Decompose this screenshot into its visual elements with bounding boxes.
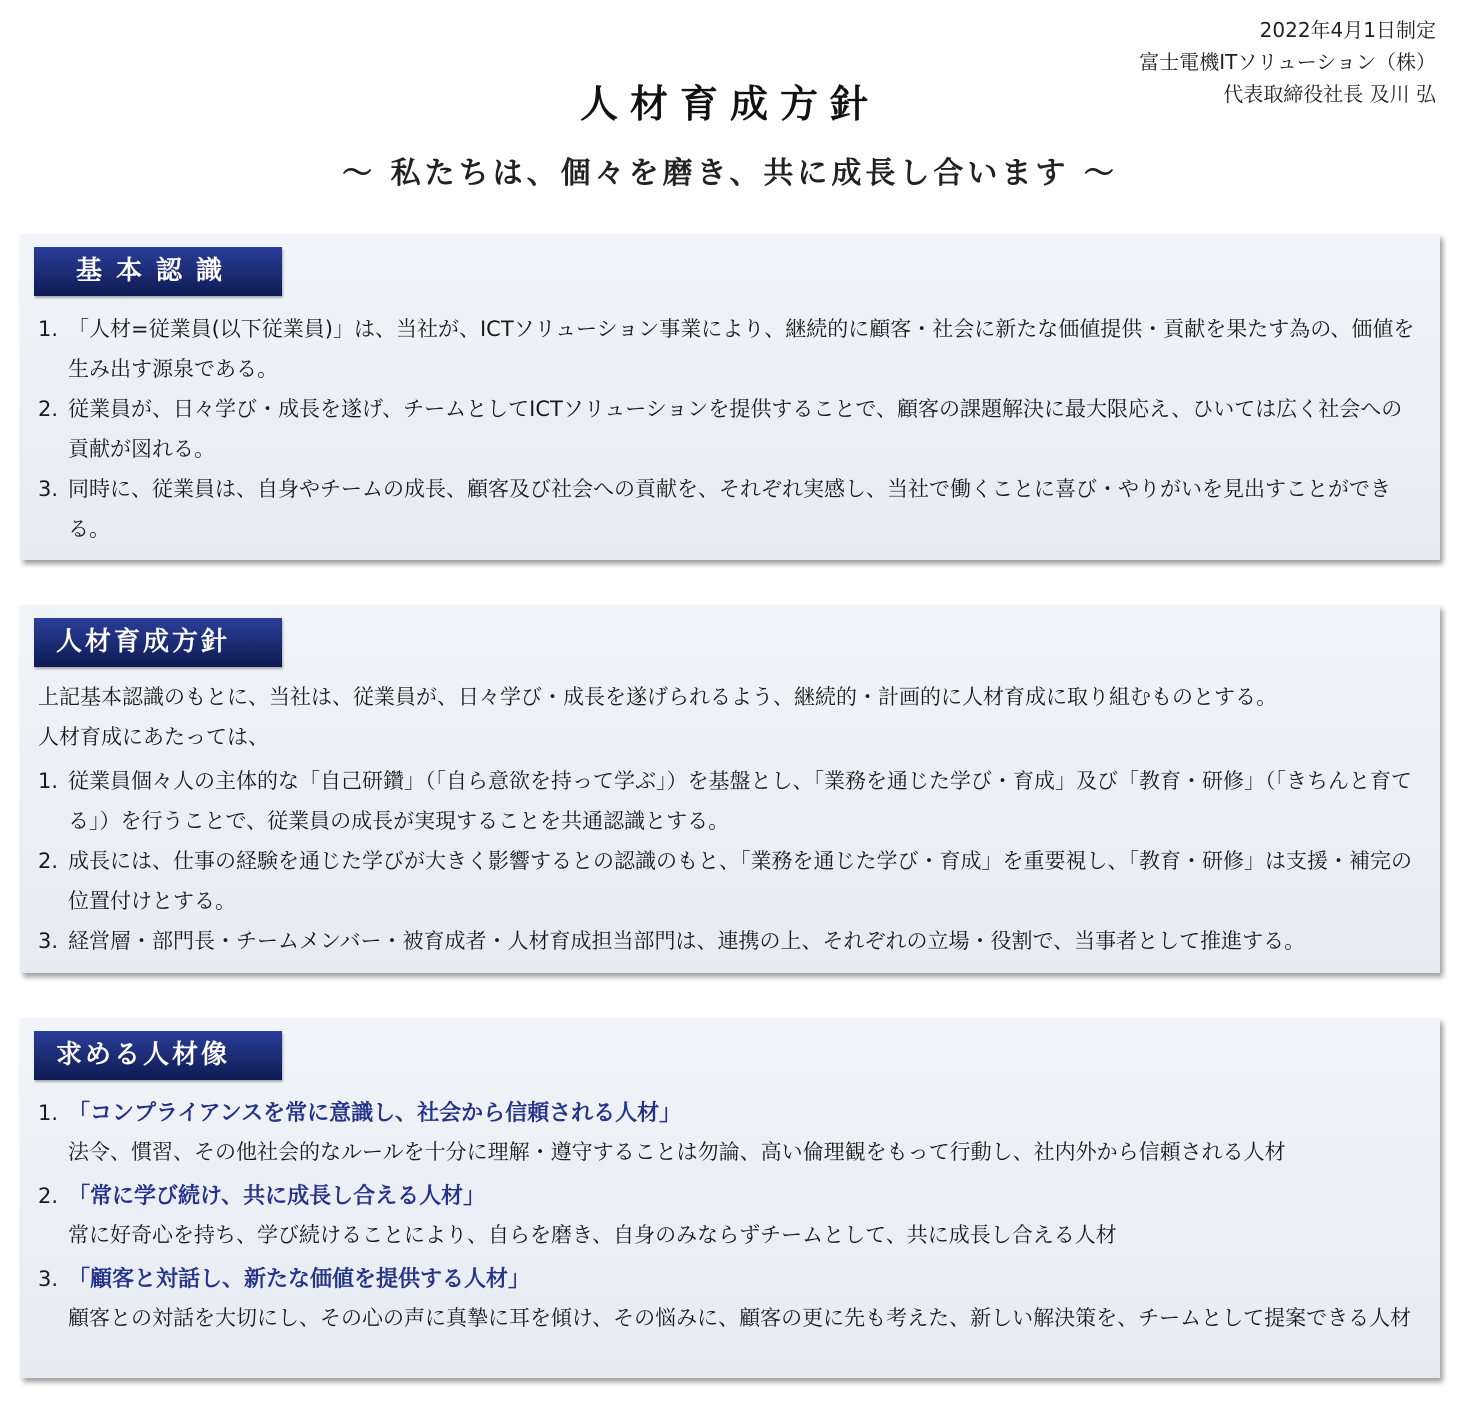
hr-policy-section: [20, 605, 1440, 973]
item-text: 従業員個々人の主体的な「自己研鑽」（「自ら意欲を持って学ぶ」）を基盤とし、「業務を通じた学び・育成」及び「教育・研修」（「きちんと育てる」）を行うことで、従業員の成長が実現することを共通認識とする。: [68, 769, 1412, 833]
talent-title: 「顧客と対話し、新たな価値を提供する人材」: [68, 1267, 531, 1292]
item-number: 3.: [38, 477, 59, 501]
basic-recognition-section: [20, 234, 1440, 560]
item-number: 3.: [38, 1267, 59, 1291]
desired-talent-list: [38, 1094, 1422, 1337]
hr-policy-list: [38, 761, 1422, 961]
list-item: [38, 841, 1422, 921]
item-number: 2.: [38, 1184, 59, 1208]
item-number: 1.: [38, 769, 59, 793]
signatory: 代表取締役社長 及川 弘: [1223, 82, 1436, 106]
list-item: [38, 1177, 1422, 1254]
talent-description: 法令、慣習、その他社会的なルールを十分に理解・遵守することは勿論、高い倫理観をもって行動し、社内外から信頼される人材: [68, 1140, 1286, 1164]
enactment-date: 2022年4月1日制定: [1259, 18, 1436, 42]
item-number: 2.: [38, 397, 59, 421]
basic-recognition-content: [38, 309, 1422, 549]
item-number: 1.: [38, 317, 59, 341]
list-item: [38, 389, 1422, 469]
talent-title: 「常に学び続け、共に成長し合える人材」: [68, 1184, 486, 1209]
item-text: 従業員が、日々学び・成長を遂げ、チームとしてICTソリューションを提供することで、顧客の課題解決に最大限応え、ひいては広く社会への貢献が図れる。: [68, 397, 1403, 461]
item-text: 「人材=従業員(以下従業員)」は、当社が、ICTソリューション事業により、継続的に顧客・社会に新たな価値提供・貢献を果たす為の、価値を生み出す源泉である。: [68, 317, 1415, 381]
section-header-basic: 基本認識: [34, 247, 282, 296]
item-text: 同時に、従業員は、自身やチームの成長、顧客及び社会への貢献を、それぞれ実感し、当社で働くことに喜び・やりがいを見出すことができる。: [68, 477, 1391, 541]
section-header-profile: 求める人材像: [34, 1031, 282, 1080]
talent-description: 常に好奇心を持ち、学び続けることにより、自らを磨き、自身のみならずチームとして、共に成長し合える人材: [68, 1223, 1117, 1247]
item-number: 3.: [38, 929, 59, 953]
policy-intro: [38, 677, 1422, 757]
policy-intro-line: 人材育成にあたっては、: [38, 725, 269, 749]
list-item: [38, 761, 1422, 841]
basic-recognition-list: [38, 309, 1422, 549]
list-item: [38, 309, 1422, 389]
talent-title: 「コンプライアンスを常に意識し、社会から信頼される人材」: [68, 1101, 682, 1126]
list-item: [38, 1260, 1422, 1337]
company-name: 富士電機ITソリューション（株）: [1139, 50, 1436, 74]
item-text: 成長には、仕事の経験を通じた学びが大きく影響するとの認識のもと、「業務を通じた学び・育成」を重要視し、「教育・研修」は支援・補完の位置付けとする。: [68, 849, 1412, 913]
desired-talent-content: [38, 1094, 1422, 1337]
item-text: 経営層・部門長・チームメンバー・被育成者・人材育成担当部門は、連携の上、それぞれの立場・役割で、当事者として推進する。: [68, 929, 1306, 953]
item-number: 2.: [38, 849, 59, 873]
desired-talent-section: [20, 1018, 1440, 1378]
hr-policy-content: [38, 677, 1422, 961]
list-item: [38, 921, 1422, 961]
list-item: [38, 469, 1422, 549]
list-item: [38, 1094, 1422, 1171]
talent-description: 顧客との対話を大切にし、その心の声に真摯に耳を傾け、その悩みに、顧客の更に先も考えた、新しい解決策を、チームとして提案できる人材: [68, 1306, 1412, 1330]
page-title: 人材育成方針: [579, 82, 880, 126]
section-header-policy: 人材育成方針: [34, 618, 282, 667]
item-number: 1.: [38, 1101, 59, 1125]
policy-intro-line: 上記基本認識のもとに、当社は、従業員が、日々学び・成長を遂げられるよう、継続的・計画的に人材育成に取り組むものとする。: [38, 685, 1277, 709]
page-subtitle: ～ 私たちは、個々を磨き、共に成長し合います ～: [342, 156, 1118, 191]
